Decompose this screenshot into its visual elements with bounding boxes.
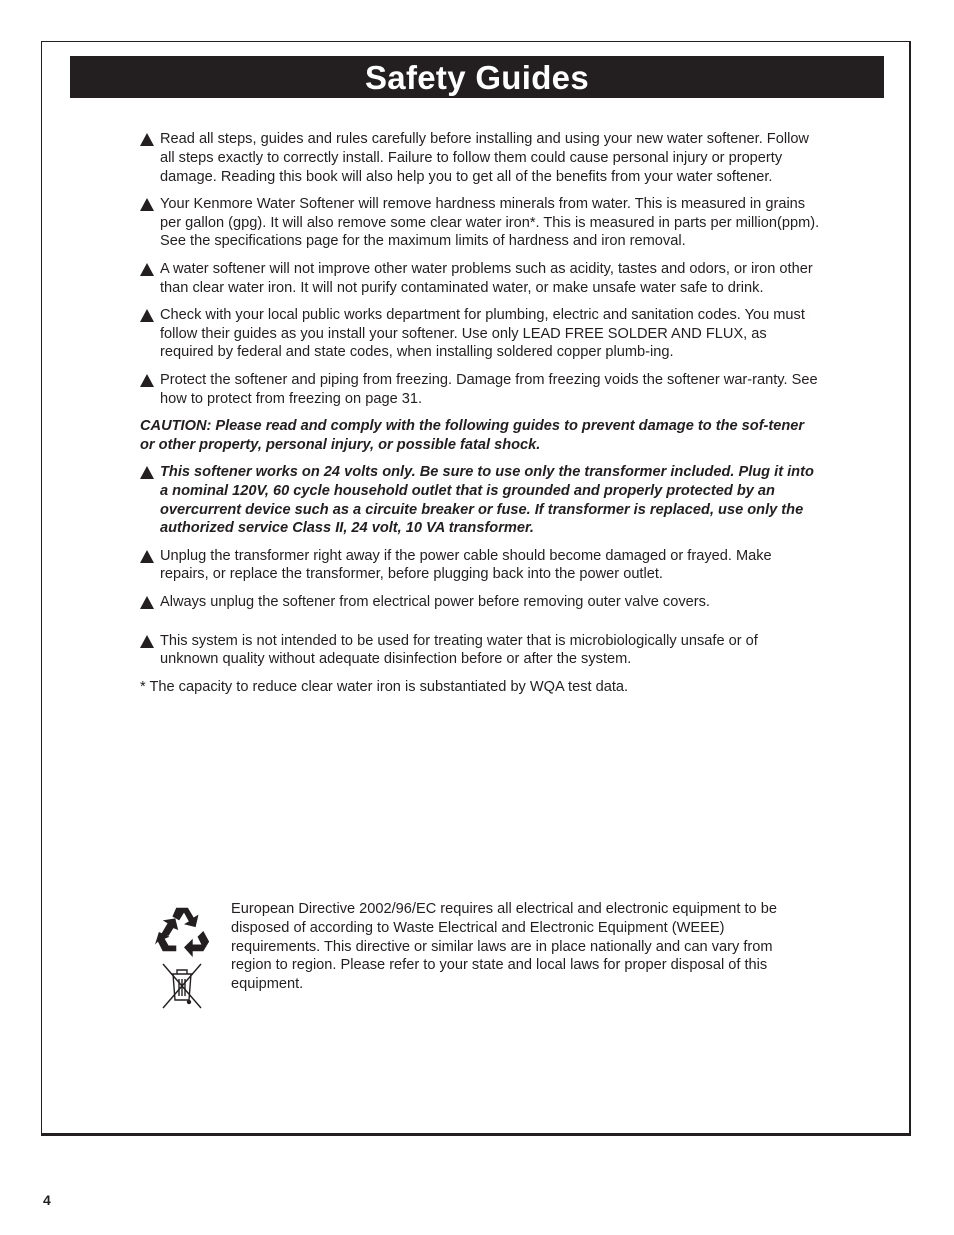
caution-item — [140, 593, 820, 612]
caution-item-text: This softener works on 24 volts only. Be sure to use only the transformer included. Plug it into a nominal 120V, 60 cycle household outlet that is grounded and properly protected by an overcurrent device such as a circuite breaker or fuse. If transformer is replaced, use only the authorized service Class II, 24 volt, 10 VA transformer. — [160, 463, 814, 537]
caution-item — [140, 547, 820, 585]
caution-item-text: Unplug the transformer right away if the power cable should become damaged or frayed. Make repairs, or replace the transformer, before plugging back into the power outlet. — [160, 547, 772, 583]
warning-triangle-icon — [140, 635, 154, 648]
caution-item-text: Always unplug the softener from electrical power before removing outer valve covers. — [160, 593, 710, 610]
warning-triangle-icon — [140, 263, 154, 276]
guide-item — [140, 306, 820, 362]
guide-item — [140, 371, 820, 409]
guide-item-text: A water softener will not improve other water problems such as acidity, tastes and odors, or iron other than clear water iron. It will not purify contaminated water, or make unsafe water safe to drink. — [160, 260, 813, 296]
page-title: Safety Guides — [365, 58, 589, 96]
guide-item — [140, 195, 820, 251]
guide-item — [140, 130, 820, 186]
warning-triangle-icon — [140, 466, 154, 479]
title-bar — [70, 56, 884, 98]
recycle-icon — [155, 902, 213, 960]
caution-item-text: This system is not intended to be used for treating water that is microbiologically unsafe or of unknown quality without adequate disinfection before or after the system. — [160, 632, 758, 668]
warning-triangle-icon — [140, 550, 154, 563]
weee-notice: European Directive 2002/96/EC requires all electrical and electronic equipment to be disposed of according to Waste Electrical and Electronic Equipment (WEEE) requirements. This directive or similar laws are in place nationally and can vary from region to region. Please refer to your state and local laws for proper disposal of this equipment. — [231, 901, 777, 993]
warning-triangle-icon — [140, 309, 154, 322]
guide-item-text: Read all steps, guides and rules carefully before installing and using your new water softener. Follow all steps exactly to correctly install. Failure to follow them could cause personal injury or property damage. Reading this book will also help you to get all of the benefits from your water softener. — [160, 131, 809, 185]
guide-item-text: Check with your local public works department for plumbing, electric and sanitation codes. You must follow their guides as you install your softener. Use only LEAD FREE SOLDER AND FLUX, as required by federal and state codes, when installing soldered copper plumb-ing. — [160, 306, 805, 361]
warning-triangle-icon — [140, 198, 154, 211]
guide-item-text: Your Kenmore Water Softener will remove hardness minerals from water. This is measured in grains per gallon (gpg). It will also remove some clear water iron*. This is measured in parts per million(ppm). See the specifications page for the maximum limits of hardness and iron removal. — [160, 195, 820, 250]
caution-item — [140, 463, 820, 538]
guide-item-text: Protect the softener and piping from freezing. Damage from freezing voids the softener war-ranty. See how to protect from freezing on page 31. — [160, 371, 818, 407]
warning-triangle-icon — [140, 133, 154, 146]
warning-triangle-icon — [140, 596, 154, 609]
crossed-bin-icon — [160, 962, 204, 1010]
warning-triangle-icon — [140, 374, 154, 387]
caution-heading: CAUTION: Please read and comply with the following guides to prevent damage to the sof-tener or other property, personal injury, or possible fatal shock. — [140, 417, 805, 453]
guide-item — [140, 260, 820, 298]
footnote: * The capacity to reduce clear water iron is substantiated by WQA test data. — [140, 678, 629, 695]
caution-item — [140, 632, 820, 670]
page-number: 4 — [43, 1192, 51, 1208]
safety-guides-content — [140, 130, 820, 696]
